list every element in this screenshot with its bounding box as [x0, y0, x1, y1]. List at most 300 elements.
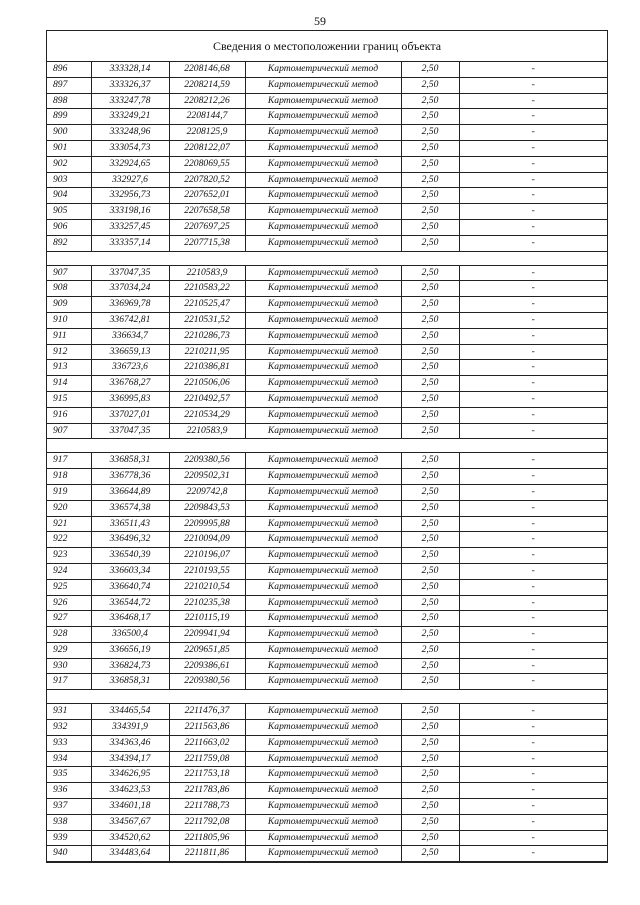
method-cell: Картометрический метод — [245, 312, 401, 328]
accuracy-cell: 2,50 — [401, 767, 459, 783]
description-cell: - — [459, 484, 607, 500]
accuracy-cell: 2,50 — [401, 172, 459, 188]
coord-y: 2211788,73 — [169, 799, 245, 815]
coord-x: 333198,16 — [91, 204, 169, 220]
method-cell: Картометрический метод — [245, 642, 401, 658]
point-number: 910 — [47, 312, 91, 328]
accuracy-cell: 2,50 — [401, 627, 459, 643]
method-cell: Картометрический метод — [245, 500, 401, 516]
coord-x: 334623,53 — [91, 783, 169, 799]
coord-x: 336511,43 — [91, 516, 169, 532]
table-row — [47, 735, 607, 751]
accuracy-cell: 2,50 — [401, 783, 459, 799]
coord-x: 336824,73 — [91, 658, 169, 674]
table-row — [47, 93, 607, 109]
coord-x: 337047,35 — [91, 265, 169, 281]
accuracy-cell: 2,50 — [401, 579, 459, 595]
coord-y: 2211805,96 — [169, 830, 245, 846]
point-number: 912 — [47, 344, 91, 360]
method-cell: Картометрический метод — [245, 93, 401, 109]
description-cell: - — [459, 548, 607, 564]
accuracy-cell: 2,50 — [401, 611, 459, 627]
description-cell: - — [459, 516, 607, 532]
coord-x: 336858,31 — [91, 453, 169, 469]
description-cell: - — [459, 62, 607, 77]
point-number: 927 — [47, 611, 91, 627]
method-cell: Картометрический метод — [245, 219, 401, 235]
coord-y: 2208146,68 — [169, 62, 245, 77]
coord-x: 334601,18 — [91, 799, 169, 815]
coord-y: 2207652,01 — [169, 188, 245, 204]
description-cell: - — [459, 611, 607, 627]
page-number: 59 — [314, 14, 326, 28]
point-number: 907 — [47, 423, 91, 439]
point-number: 934 — [47, 751, 91, 767]
point-number: 931 — [47, 704, 91, 720]
method-cell: Картометрический метод — [245, 344, 401, 360]
table-row — [47, 500, 607, 516]
accuracy-cell: 2,50 — [401, 423, 459, 439]
coord-y: 2209742,8 — [169, 484, 245, 500]
table-row — [47, 376, 607, 392]
table-row — [47, 109, 607, 125]
coord-y: 2208212,26 — [169, 93, 245, 109]
method-cell: Картометрический метод — [245, 814, 401, 830]
accuracy-cell: 2,50 — [401, 219, 459, 235]
method-cell: Картометрический метод — [245, 548, 401, 564]
coord-x: 333357,14 — [91, 235, 169, 251]
table-row — [47, 814, 607, 830]
method-cell: Картометрический метод — [245, 360, 401, 376]
description-cell: - — [459, 235, 607, 251]
coord-x: 334483,64 — [91, 846, 169, 862]
description-cell: - — [459, 297, 607, 313]
description-cell: - — [459, 830, 607, 846]
description-cell: - — [459, 204, 607, 220]
table-row — [47, 830, 607, 846]
coord-y: 2207697,25 — [169, 219, 245, 235]
description-cell: - — [459, 328, 607, 344]
table-row — [47, 62, 607, 77]
coord-y: 2208214,59 — [169, 77, 245, 93]
coord-x: 336778,36 — [91, 469, 169, 485]
coord-x: 333326,37 — [91, 77, 169, 93]
description-cell: - — [459, 799, 607, 815]
coord-x: 333247,78 — [91, 93, 169, 109]
method-cell: Картометрический метод — [245, 595, 401, 611]
table-row — [47, 658, 607, 674]
coord-x: 332956,73 — [91, 188, 169, 204]
table-row — [47, 783, 607, 799]
table-row — [47, 532, 607, 548]
coord-x: 336644,89 — [91, 484, 169, 500]
method-cell: Картометрический метод — [245, 658, 401, 674]
method-cell: Картометрический метод — [245, 62, 401, 77]
accuracy-cell: 2,50 — [401, 328, 459, 344]
accuracy-cell: 2,50 — [401, 830, 459, 846]
accuracy-cell: 2,50 — [401, 156, 459, 172]
table-row — [47, 281, 607, 297]
method-cell: Картометрический метод — [245, 156, 401, 172]
coord-x: 336995,83 — [91, 391, 169, 407]
coord-y: 2209941,94 — [169, 627, 245, 643]
method-cell: Картометрический метод — [245, 627, 401, 643]
description-cell: - — [459, 767, 607, 783]
coord-x: 336640,74 — [91, 579, 169, 595]
method-cell: Картометрический метод — [245, 235, 401, 251]
description-cell: - — [459, 720, 607, 736]
point-number: 903 — [47, 172, 91, 188]
accuracy-cell: 2,50 — [401, 532, 459, 548]
table-row — [47, 799, 607, 815]
coord-x: 333248,96 — [91, 125, 169, 141]
coord-x: 333249,21 — [91, 109, 169, 125]
accuracy-cell: 2,50 — [401, 516, 459, 532]
method-cell: Картометрический метод — [245, 674, 401, 690]
coord-y: 2210211,95 — [169, 344, 245, 360]
accuracy-cell: 2,50 — [401, 642, 459, 658]
point-number: 922 — [47, 532, 91, 548]
table-row — [47, 360, 607, 376]
table-row — [47, 767, 607, 783]
description-cell: - — [459, 281, 607, 297]
table-row — [47, 312, 607, 328]
coord-x: 333257,45 — [91, 219, 169, 235]
coord-y: 2208122,07 — [169, 140, 245, 156]
description-cell: - — [459, 219, 607, 235]
method-cell: Картометрический метод — [245, 281, 401, 297]
method-cell: Картометрический метод — [245, 265, 401, 281]
method-cell: Картометрический метод — [245, 516, 401, 532]
description-cell: - — [459, 140, 607, 156]
method-cell: Картометрический метод — [245, 469, 401, 485]
coord-y: 2210235,38 — [169, 595, 245, 611]
method-cell: Картометрический метод — [245, 830, 401, 846]
accuracy-cell: 2,50 — [401, 360, 459, 376]
coord-y: 2211811,86 — [169, 846, 245, 862]
table-row — [47, 328, 607, 344]
accuracy-cell: 2,50 — [401, 376, 459, 392]
method-cell: Картометрический метод — [245, 751, 401, 767]
point-number: 930 — [47, 658, 91, 674]
coord-y: 2211783,86 — [169, 783, 245, 799]
coord-x: 336768,27 — [91, 376, 169, 392]
coord-x: 336496,32 — [91, 532, 169, 548]
point-number: 933 — [47, 735, 91, 751]
coord-y: 2211476,37 — [169, 704, 245, 720]
description-cell: - — [459, 579, 607, 595]
coord-x: 336742,81 — [91, 312, 169, 328]
accuracy-cell: 2,50 — [401, 140, 459, 156]
accuracy-cell: 2,50 — [401, 312, 459, 328]
method-cell: Картометрический метод — [245, 391, 401, 407]
coord-y: 2211753,18 — [169, 767, 245, 783]
table-row — [47, 423, 607, 439]
group-separator — [47, 251, 607, 265]
coord-y: 2211792,08 — [169, 814, 245, 830]
table-row — [47, 172, 607, 188]
coord-y: 2210506,06 — [169, 376, 245, 392]
point-number: 920 — [47, 500, 91, 516]
point-number: 906 — [47, 219, 91, 235]
accuracy-cell: 2,50 — [401, 751, 459, 767]
coord-y: 2207715,38 — [169, 235, 245, 251]
accuracy-cell: 2,50 — [401, 735, 459, 751]
coord-x: 336858,31 — [91, 674, 169, 690]
method-cell: Картометрический метод — [245, 453, 401, 469]
accuracy-cell: 2,50 — [401, 846, 459, 862]
point-number: 902 — [47, 156, 91, 172]
accuracy-cell: 2,50 — [401, 484, 459, 500]
coord-x: 336723,6 — [91, 360, 169, 376]
table-row — [47, 674, 607, 690]
point-number: 900 — [47, 125, 91, 141]
description-cell: - — [459, 674, 607, 690]
boundary-coordinates-frame — [46, 30, 608, 863]
description-cell: - — [459, 783, 607, 799]
coord-y: 2209843,53 — [169, 500, 245, 516]
table-row — [47, 548, 607, 564]
coord-y: 2210531,52 — [169, 312, 245, 328]
coord-y: 2209380,56 — [169, 674, 245, 690]
accuracy-cell: 2,50 — [401, 720, 459, 736]
accuracy-cell: 2,50 — [401, 344, 459, 360]
point-number: 915 — [47, 391, 91, 407]
accuracy-cell: 2,50 — [401, 453, 459, 469]
table-row — [47, 720, 607, 736]
table-row — [47, 188, 607, 204]
coord-x: 334465,54 — [91, 704, 169, 720]
accuracy-cell: 2,50 — [401, 77, 459, 93]
table-row — [47, 391, 607, 407]
table-row — [47, 704, 607, 720]
description-cell: - — [459, 125, 607, 141]
point-number: 892 — [47, 235, 91, 251]
accuracy-cell: 2,50 — [401, 658, 459, 674]
method-cell: Картометрический метод — [245, 720, 401, 736]
coord-x: 333328,14 — [91, 62, 169, 77]
description-cell: - — [459, 344, 607, 360]
description-cell: - — [459, 642, 607, 658]
point-number: 940 — [47, 846, 91, 862]
description-cell: - — [459, 453, 607, 469]
point-number: 917 — [47, 453, 91, 469]
coord-x: 332927,6 — [91, 172, 169, 188]
point-number: 911 — [47, 328, 91, 344]
method-cell: Картометрический метод — [245, 77, 401, 93]
point-number: 932 — [47, 720, 91, 736]
coord-y: 2210492,57 — [169, 391, 245, 407]
description-cell: - — [459, 109, 607, 125]
coord-y: 2209380,56 — [169, 453, 245, 469]
method-cell: Картометрический метод — [245, 125, 401, 141]
coord-y: 2210196,07 — [169, 548, 245, 564]
method-cell: Картометрический метод — [245, 735, 401, 751]
coord-y: 2210534,29 — [169, 407, 245, 423]
coord-y: 2207820,52 — [169, 172, 245, 188]
method-cell: Картометрический метод — [245, 297, 401, 313]
coord-y: 2211663,02 — [169, 735, 245, 751]
coord-y: 2210583,9 — [169, 265, 245, 281]
table-row — [47, 77, 607, 93]
coord-y: 2209386,61 — [169, 658, 245, 674]
point-number: 914 — [47, 376, 91, 392]
coord-x: 336468,17 — [91, 611, 169, 627]
coord-y: 2208125,9 — [169, 125, 245, 141]
table-row — [47, 219, 607, 235]
table-row — [47, 579, 607, 595]
point-number: 919 — [47, 484, 91, 500]
accuracy-cell: 2,50 — [401, 407, 459, 423]
point-number: 897 — [47, 77, 91, 93]
table-row — [47, 453, 607, 469]
point-number: 904 — [47, 188, 91, 204]
description-cell: - — [459, 312, 607, 328]
point-number: 908 — [47, 281, 91, 297]
description-cell: - — [459, 532, 607, 548]
point-number: 935 — [47, 767, 91, 783]
coord-y: 2210094,09 — [169, 532, 245, 548]
method-cell: Картометрический метод — [245, 767, 401, 783]
coord-y: 2210210,54 — [169, 579, 245, 595]
coord-y: 2210193,55 — [169, 563, 245, 579]
coord-y: 2209651,85 — [169, 642, 245, 658]
coord-x: 336969,78 — [91, 297, 169, 313]
table-row — [47, 297, 607, 313]
point-number: 925 — [47, 579, 91, 595]
coord-x: 333054,73 — [91, 140, 169, 156]
coord-x: 334520,62 — [91, 830, 169, 846]
description-cell: - — [459, 360, 607, 376]
accuracy-cell: 2,50 — [401, 93, 459, 109]
coord-y: 2210583,22 — [169, 281, 245, 297]
description-cell: - — [459, 188, 607, 204]
coord-x: 337047,35 — [91, 423, 169, 439]
table-row — [47, 484, 607, 500]
point-number: 907 — [47, 265, 91, 281]
point-number: 929 — [47, 642, 91, 658]
description-cell: - — [459, 751, 607, 767]
method-cell: Картометрический метод — [245, 204, 401, 220]
point-number: 918 — [47, 469, 91, 485]
coord-x: 336574,38 — [91, 500, 169, 516]
description-cell: - — [459, 423, 607, 439]
description-cell: - — [459, 627, 607, 643]
accuracy-cell: 2,50 — [401, 109, 459, 125]
coord-x: 336659,13 — [91, 344, 169, 360]
description-cell: - — [459, 391, 607, 407]
description-cell: - — [459, 595, 607, 611]
description-cell: - — [459, 500, 607, 516]
section-title: Сведения о местоположении границ объекта — [47, 31, 607, 62]
method-cell: Картометрический метод — [245, 172, 401, 188]
accuracy-cell: 2,50 — [401, 265, 459, 281]
accuracy-cell: 2,50 — [401, 469, 459, 485]
table-row — [47, 204, 607, 220]
table-row — [47, 595, 607, 611]
point-number: 939 — [47, 830, 91, 846]
method-cell: Картометрический метод — [245, 328, 401, 344]
method-cell: Картометрический метод — [245, 109, 401, 125]
coord-y: 2211563,86 — [169, 720, 245, 736]
coord-y: 2207658,58 — [169, 204, 245, 220]
coord-x: 334626,95 — [91, 767, 169, 783]
accuracy-cell: 2,50 — [401, 297, 459, 313]
point-number: 924 — [47, 563, 91, 579]
coord-y: 2210583,9 — [169, 423, 245, 439]
point-number: 926 — [47, 595, 91, 611]
table-row — [47, 469, 607, 485]
group-separator — [47, 439, 607, 453]
description-cell: - — [459, 172, 607, 188]
accuracy-cell: 2,50 — [401, 125, 459, 141]
coord-x: 336544,72 — [91, 595, 169, 611]
method-cell: Картометрический метод — [245, 846, 401, 862]
method-cell: Картометрический метод — [245, 799, 401, 815]
point-number: 937 — [47, 799, 91, 815]
description-cell: - — [459, 846, 607, 862]
description-cell: - — [459, 735, 607, 751]
coord-x: 334567,67 — [91, 814, 169, 830]
description-cell: - — [459, 77, 607, 93]
coord-y: 2211759,08 — [169, 751, 245, 767]
point-number: 938 — [47, 814, 91, 830]
table-row — [47, 846, 607, 862]
description-cell: - — [459, 814, 607, 830]
description-cell: - — [459, 469, 607, 485]
method-cell: Картометрический метод — [245, 188, 401, 204]
coord-y: 2210286,73 — [169, 328, 245, 344]
coord-y: 2210386,81 — [169, 360, 245, 376]
table-row — [47, 611, 607, 627]
method-cell: Картометрический метод — [245, 783, 401, 799]
coord-y: 2209502,31 — [169, 469, 245, 485]
accuracy-cell: 2,50 — [401, 548, 459, 564]
description-cell: - — [459, 658, 607, 674]
coord-x: 336500,4 — [91, 627, 169, 643]
point-number: 917 — [47, 674, 91, 690]
description-cell: - — [459, 407, 607, 423]
table-row — [47, 563, 607, 579]
accuracy-cell: 2,50 — [401, 204, 459, 220]
method-cell: Картометрический метод — [245, 407, 401, 423]
point-number: 916 — [47, 407, 91, 423]
description-cell: - — [459, 376, 607, 392]
coord-x: 336634,7 — [91, 328, 169, 344]
description-cell: - — [459, 265, 607, 281]
point-number: 928 — [47, 627, 91, 643]
coord-y: 2209995,88 — [169, 516, 245, 532]
description-cell: - — [459, 563, 607, 579]
method-cell: Картометрический метод — [245, 376, 401, 392]
accuracy-cell: 2,50 — [401, 704, 459, 720]
method-cell: Картометрический метод — [245, 140, 401, 156]
method-cell: Картометрический метод — [245, 563, 401, 579]
table-row — [47, 235, 607, 251]
coord-x: 334391,9 — [91, 720, 169, 736]
accuracy-cell: 2,50 — [401, 563, 459, 579]
point-number: 898 — [47, 93, 91, 109]
point-number: 921 — [47, 516, 91, 532]
point-number: 896 — [47, 62, 91, 77]
point-number: 909 — [47, 297, 91, 313]
accuracy-cell: 2,50 — [401, 281, 459, 297]
method-cell: Картометрический метод — [245, 532, 401, 548]
method-cell: Картометрический метод — [245, 579, 401, 595]
table-row — [47, 516, 607, 532]
coord-x: 334394,17 — [91, 751, 169, 767]
accuracy-cell: 2,50 — [401, 500, 459, 516]
